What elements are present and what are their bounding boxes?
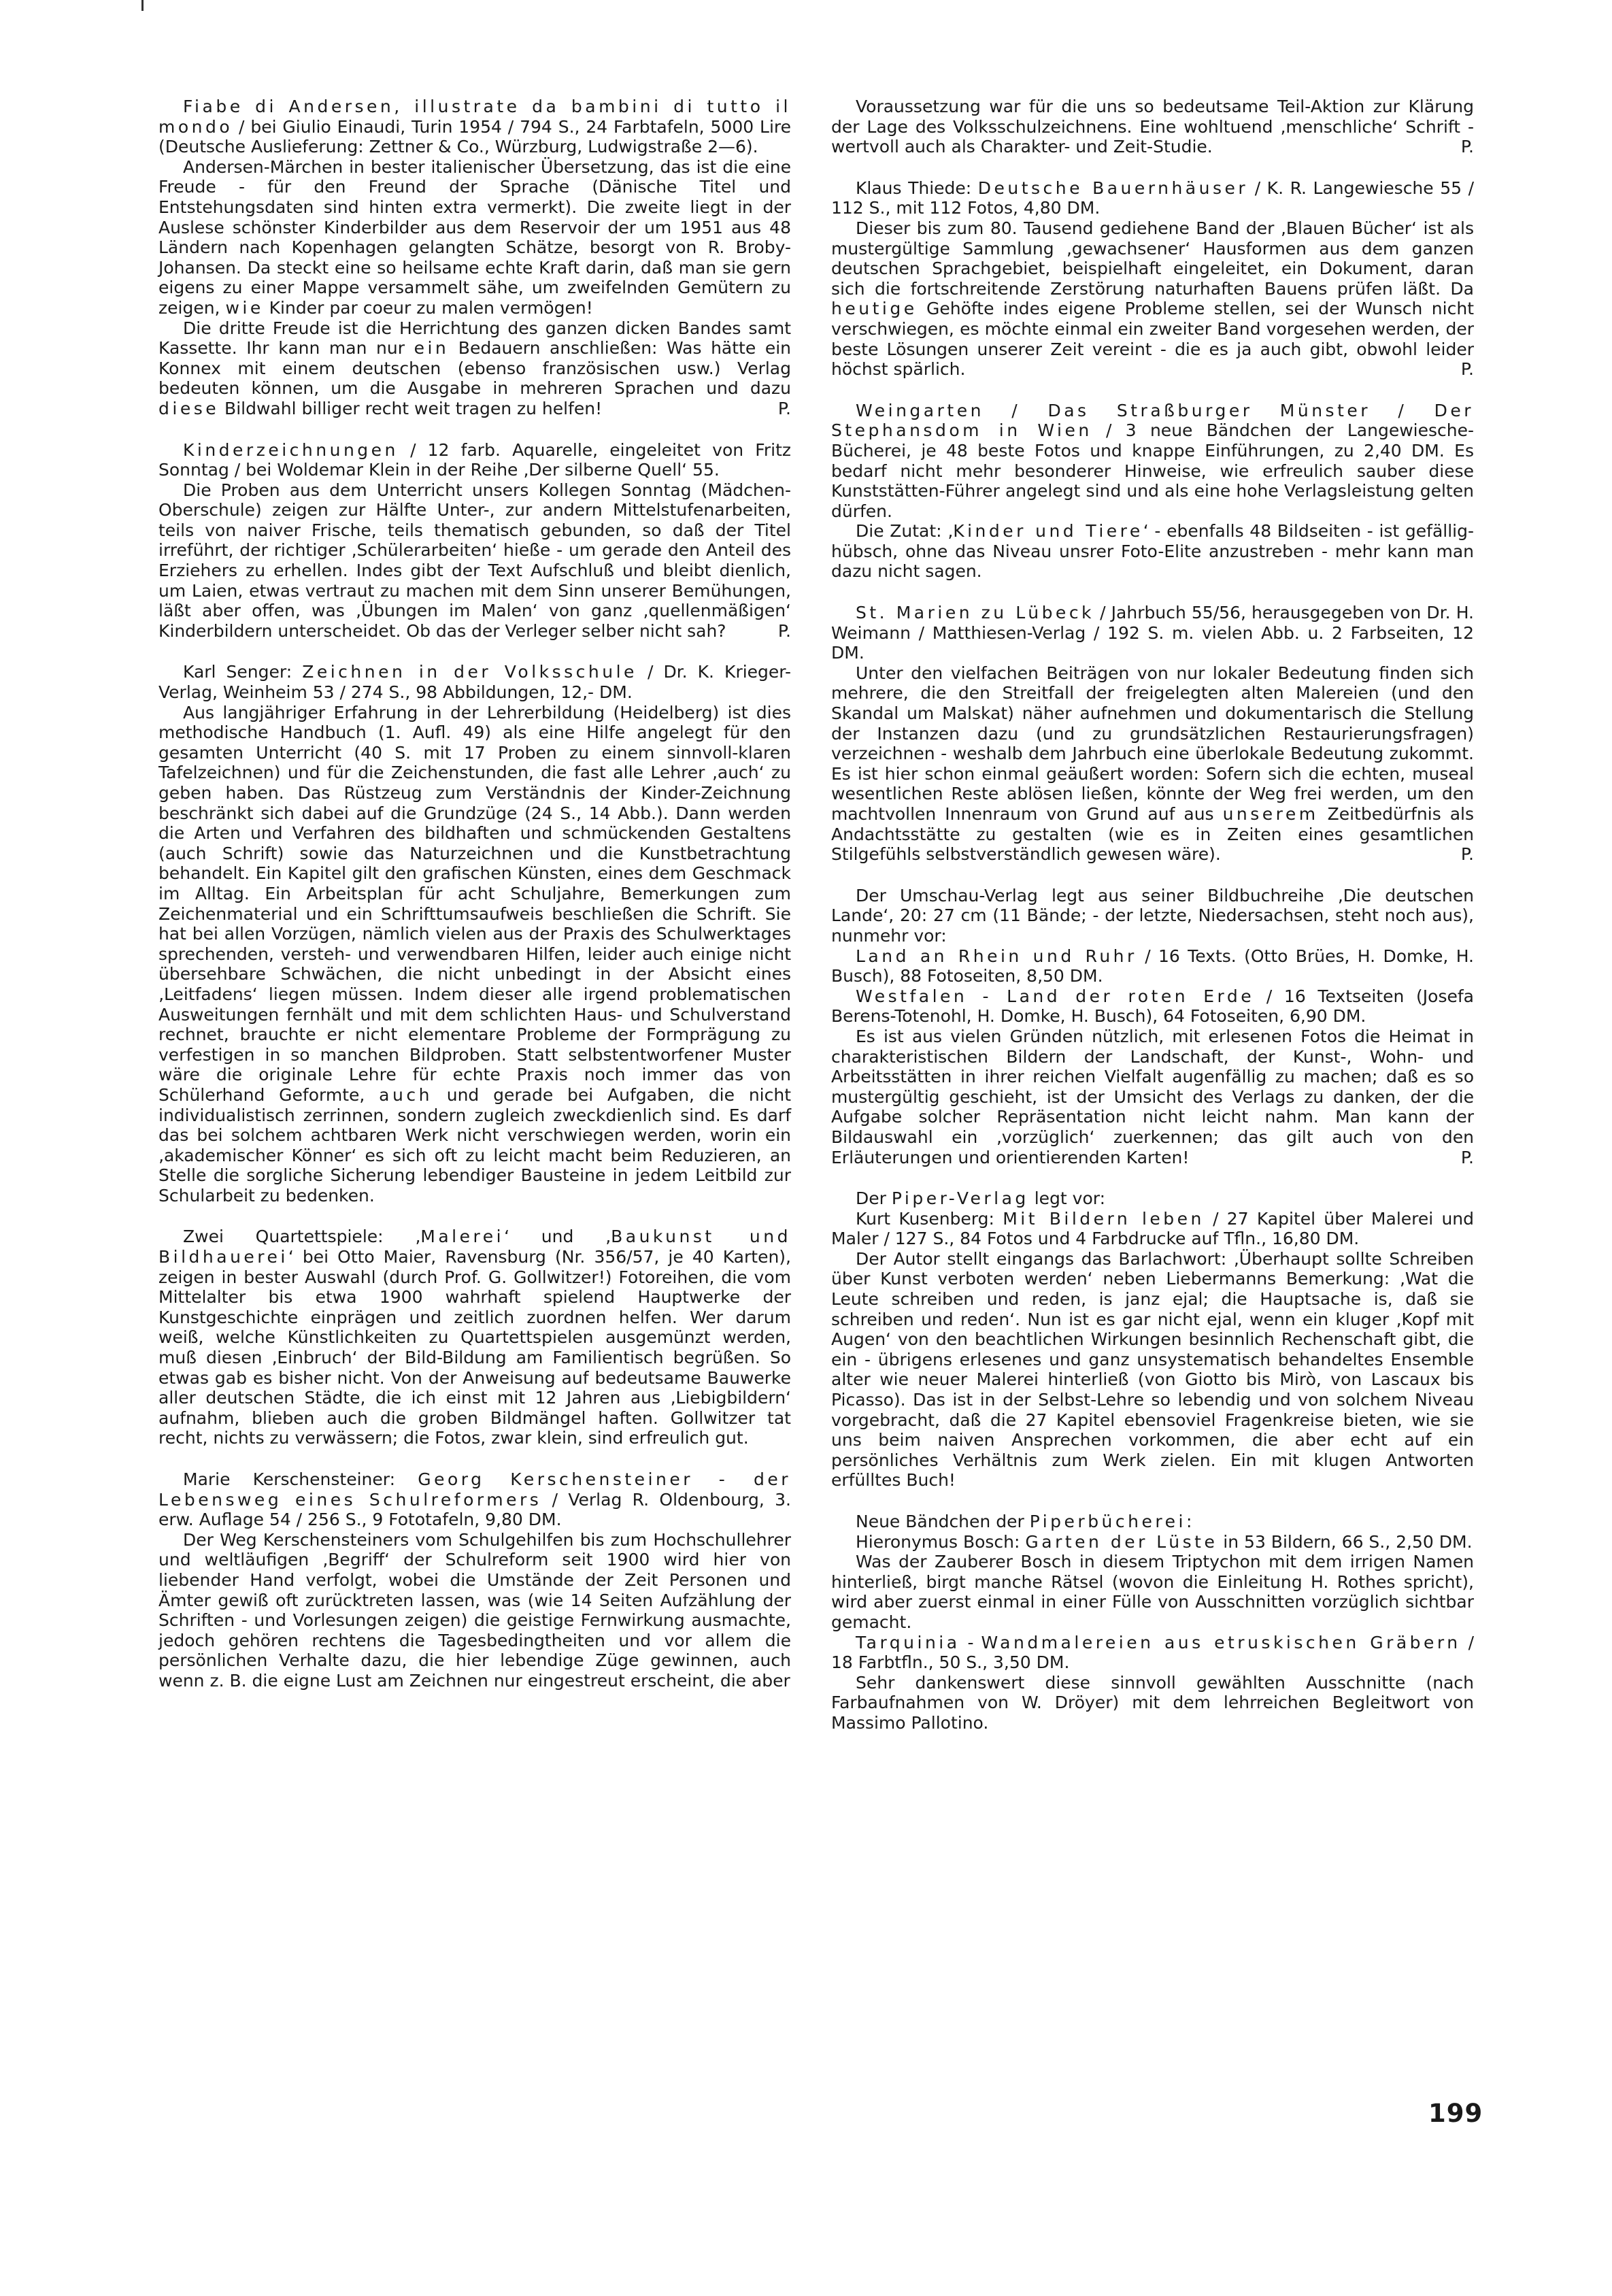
entry-paragraph bbox=[831, 1552, 1474, 1632]
spaced-title: Kinderzeichnungen bbox=[183, 439, 399, 460]
text-run: - bbox=[960, 1632, 981, 1652]
text-run: Die dritte Freude ist die Herrichtung des ganzen dicken Bandes samt Kassette. Ihr kann man nur bbox=[158, 318, 791, 359]
text-run: Der bbox=[856, 1188, 892, 1209]
entry-heading bbox=[831, 401, 1474, 522]
entry-heading bbox=[158, 1227, 791, 1448]
spaced-title: Westfalen - Land der roten Erde bbox=[856, 986, 1255, 1006]
text-run: Es ist aus vielen Gründen nützlich, mit erlesenen Fotos die Heimat in charakteristischen Bildern der Landschaft, der Kunst-, Wohn- und Arbeitsstätten in ihrer reichen Vielfalt augenfällig zu machen; daß es so mustergültig geschieht, ist der Umsicht des Verlags zu danken, der die Aufgabe solcher Repräsentation nicht leicht nahm. Man kann der Bildauswahl ein ‚vorzüglich‘ zuerkennen; das gilt auch von den Erläuterungen und orientierenden Karten! bbox=[831, 1026, 1474, 1167]
review-entry bbox=[831, 1188, 1474, 1491]
text-run: / Dr. K. Krieger-Verlag, Weinheim 53 / 274 S., 98 Abbildungen, 12,- DM. bbox=[158, 662, 791, 703]
entry-paragraph bbox=[831, 946, 1474, 986]
entry-paragraph bbox=[831, 1249, 1474, 1491]
spaced-title: Malerei bbox=[420, 1227, 505, 1247]
text-run: Karl Senger: bbox=[183, 662, 303, 682]
entry-paragraph bbox=[831, 1673, 1474, 1733]
text-run: Sehr dankenswert diese sinnvoll gewählten Ausschnitte (nach Farbaufnahmen von W. Dröyer) mit dem lehrreichen Begleitwort von Massimo Pallotino. bbox=[831, 1672, 1474, 1733]
text-run: Kurt Kusenberg: bbox=[856, 1208, 1003, 1229]
text-run: Die Proben aus dem Unterricht unsers Kollegen Sonntag (Mädchen-Oberschule) zeigen zur Hälfte Unter-, zur andern Mittelstufenarbeiten, teils von naiver Frische, teils thematisch gebunden, so daß der Titel irreführt, der richtiger ‚Schülerarbeiten‘ hieße - um gerade den Anteil des Erziehers zu erhellen. Indes gibt der Text Aufschluß und bleibt dienlich, um Laien, etwas vertraut zu machen mit dem Sinn unserer Bemühungen, läßt aber offen, was ‚Übungen im Malen‘ von ganz ‚quellenmäßigen‘ Kinderbildern unterscheidet. Ob das der Verleger selber nicht sah? bbox=[158, 480, 791, 641]
text-run: Der Weg Kerschensteiners vom Schulgehilfen bis zum Hochschullehrer und weltläufigen ‚Begriff‘ der Schulreform seit 1900 wird hier von liebender Hand verfolgt, wobei die Umstände der Zeit Personen und Ämter gewiß oft zurücktreten lassen, was (wie 14 Seiten Aufzählung der Schriften - und Vorlesungen zeigen) die geistige Fernwirkung ausmachte, jedoch gehören rechtens die Tagesbedingtheiten und vor allem die persönlichen Verhalte dazu, die hier lebendige Züge gewinnen, auch wenn z. B. die eigne Lust am Zeichnen nur eingestreut erscheint, die aber bbox=[158, 1529, 791, 1691]
entry-paragraph bbox=[831, 521, 1474, 582]
entry-paragraph bbox=[158, 157, 791, 318]
text-run: / 16 Texts. (Otto Brües, H. Domke, H. Busch), 88 Fotoseiten, 8,50 DM. bbox=[831, 946, 1474, 986]
spaced-title: wie bbox=[225, 297, 264, 318]
reviewer-signature: P. bbox=[1460, 1147, 1474, 1167]
text-run: legt vor: bbox=[1028, 1188, 1106, 1209]
text-run: / Verlag R. Oldenbourg, 3. erw. Auflage 54 / 256 S., 9 Fototafeln, 9,80 DM. bbox=[158, 1489, 791, 1530]
review-entry bbox=[831, 97, 1474, 157]
spaced-title: heutige bbox=[831, 299, 918, 319]
text-run: Der Umschau-Verlag legt aus seiner Bildbuchreihe ‚Die deutschen Lande‘, 20: 27 cm (11 Bände; - der letzte, Niedersachsen, steht noch aus), nunmehr vor: bbox=[831, 885, 1474, 946]
entry-paragraph bbox=[831, 1532, 1474, 1552]
entry-paragraph bbox=[831, 1027, 1474, 1167]
text-run: Hieronymus Bosch: bbox=[856, 1531, 1026, 1552]
spaced-title: ein bbox=[414, 338, 450, 359]
page-number: 199 bbox=[1428, 2099, 1483, 2128]
review-entry bbox=[158, 1227, 791, 1448]
text-run: in 53 Bildern, 66 S., 2,50 DM. bbox=[1218, 1531, 1473, 1552]
text-run: Gehöfte indes eigene Probleme stellen, sei der Wunsch nicht verschwiegen, es möchte einmal ein zweiter Band vorgesehen werden, der beste Lösungen unserer Zeit vereint - die es ja auch gibt, obwohl leider höchst spärlich. bbox=[831, 299, 1474, 380]
text-run: Zeitbedürfnis als Andachtsstätte zu gestalten (wie es in Zeiten eines gesamtlichen Stilgefühls selbstverständlich gewesen wäre). bbox=[831, 804, 1474, 865]
entry-paragraph bbox=[831, 218, 1474, 380]
spaced-title: Kinder und Tiere bbox=[953, 521, 1143, 542]
text-run: / Jahrbuch 55/56, herausgegeben von Dr. H. Weimann / Matthiesen-Verlag / 192 S. m. vielen Abb. u. 2 Farbseiten, 12 DM. bbox=[831, 603, 1475, 663]
entry-paragraph bbox=[831, 1209, 1474, 1249]
spaced-title: Piperbücherei bbox=[1029, 1512, 1186, 1531]
entry-paragraph bbox=[158, 1530, 791, 1691]
spaced-title: Fiabe di Andersen, illustrate da bambini di tutto il mondo bbox=[158, 97, 791, 137]
spaced-title: Wandmalereien aus etruskischen Gräbern bbox=[981, 1632, 1461, 1652]
text-run: Was der Zauberer Bosch in diesem Triptychon mit dem irrigen Namen hinterließ, birgt manche Rätsel (wovon die Einleitung H. Rothes spricht), wird aber zuerst einmal in einer Fülle von Ausschnitten vorzüglich sichtbar gemacht. bbox=[831, 1552, 1474, 1632]
entry-heading bbox=[831, 97, 1474, 157]
corner-mark bbox=[141, 0, 144, 11]
review-entry bbox=[158, 440, 791, 642]
spaced-title: Georg Kerschensteiner - der Lebensweg eines Schulreformers bbox=[158, 1469, 792, 1510]
spaced-title: auch bbox=[379, 1084, 433, 1105]
spaced-title: diese bbox=[158, 398, 220, 418]
entry-paragraph bbox=[158, 480, 791, 642]
text-run: Kinder par coeur zu malen vermögen! bbox=[263, 297, 593, 318]
entry-heading bbox=[158, 662, 791, 702]
spaced-title: Baukunst und Bildhauerei bbox=[158, 1227, 791, 1267]
text-run: / K. R. Langewiesche 55 / 112 S., mit 112 Fotos, 4,80 DM. bbox=[831, 178, 1474, 218]
text-run: Klaus Thiede: bbox=[856, 178, 978, 198]
text-run: Zwei Quartettspiele: ‚ bbox=[183, 1227, 421, 1247]
reviewer-signature: P. bbox=[1460, 844, 1474, 865]
text-run: Der Autor stellt eingangs das Barlachwort: ‚Überhaupt sollte Schreiben über Kunst verboten werden‘ neben Liebermanns Bemerkung: ‚Wat die Leute schreiben und reden, is janz ejal; die Hauptsache is, daß sie schreiben und reden‘. Nun ist es gar nicht ejal, wenn ein kluger ‚Kopf mit Augen‘ von den beachtlichen Wirkungen besinnlich Rechenschaft gibt, die ein - übrigens erlesenes und ganz unsystematisch behandeltes Ensemble alter wie neuer Malerei hinterließ (von Giotto bis Mirò, von Lascaux bis Picasso). Das ist in der Selbst-Lehre so lebendig und von solchem Niveau vorgebracht, daß die 27 Kapitel ebensoviel Fragenkreise bieten, wie sie uns beim naiven Ansprechen vorkommen, die aber echt auf ein persönliches Verhältnis zum Werk zielen. Ein mit klugen Antworten erfülltes Buch! bbox=[831, 1248, 1474, 1491]
text-run: / 12 farb. Aquarelle, eingeleitet von Fritz Sonntag / bei Woldemar Klein in der Reihe ‚Der silberne Quell‘ 55. bbox=[158, 439, 791, 480]
text-run: / bei Giulio Einaudi, Turin 1954 / 794 S., 24 Farbtafeln, 5000 Lire (Deutsche Auslieferung: Zettner & Co., Würzburg, Ludwigstraße 2—6). bbox=[158, 116, 791, 157]
review-entry bbox=[158, 1469, 791, 1691]
entry-paragraph bbox=[831, 663, 1474, 865]
text-run: ‘ bei Otto Maier, Ravensburg (Nr. 356/57, je 40 Karten), zeigen in bester Auswahl (durch Prof. G. Gollwitzer!) Fotoreihen, die vom Mittelalter bis etwa 1900 wahrhaft spielend Hauptwerke der Kunstgeschichte einprägen und zeitlich zuordnen helfen. Wer darum weiß, welche Künstlichkeiten zu Quartettspielen ausgemünzt werden, muß diesen ‚Einbruch‘ der Bild-Bildung am Familientisch begrüßen. So etwas gab es bisher nicht. Von der Anweisung auf bedeutsame Bauwerke aller deutschen Städte, die ich einst mit 12 Jahren aus ‚Liebigbildern‘ aufnahm, blieben auch die groben Bildmängel haften. Gollwitzer tat recht, nichts zu verwässern; die Fotos, zwar klein, sind erfreulich gut. bbox=[158, 1247, 791, 1448]
review-entry bbox=[831, 1512, 1474, 1733]
reviewer-signature: P. bbox=[1460, 359, 1474, 380]
reviewer-signature: P. bbox=[777, 620, 791, 641]
right-column bbox=[831, 97, 1474, 1754]
text-run: Andersen-Märchen in bester italienischer Übersetzung, das ist die eine Freude - für den Freund der Sprache (Dänische Titel und Entstehungsdaten sind hinten extra vermerkt). Die zweite liegt in der Auslese schönster Kinderbilder aus dem Reservoir der um 1951 aus 48 Ländern nach Kopenhagen gelangten Schätze, besorgt von R. Broby-Johansen. Da steckt eine so heilsame echte Kraft darin, daß man sie gern eigens zu einer Mappe versammelt sähe, um zweifelnden Gemütern zu zeigen, bbox=[158, 156, 791, 318]
text-run: Die Zutat: ‚ bbox=[856, 521, 954, 542]
text-run: Voraussetzung war für die uns so bedeutsame Teil-Aktion zur Klärung der Lage des Volksschulzeichnens. Eine wohltuend ‚menschliche‘ Schrift - wertvoll auch als Charakter- und Zeit-Studie. bbox=[831, 97, 1474, 157]
text-run: Aus langjähriger Erfahrung in der Lehrerbildung (Heidelberg) ist dies methodische Handbuch (1. Aufl. 49) als eine Hilfe angelegt für den gesamten Unterricht (40 S. mit 17 Proben zu einem sinnvoll-klaren Tafelzeichnen) und für die Zeichenstunden, die fast alle Lehrer ‚auch‘ zu geben haben. Das Rüstzeug zum Verständnis der Kinder-Zeichnung beschränkt sich dabei auf die Grundzüge (24 S., 14 Abb.). Dann werden die Arten und Verfahren des bildhaften und schmückenden Gestaltens (auch Schrift) sowie das Naturzeichnen und die Kunstbetrachtung behandelt. Ein Kapitel gilt den grafischen Künsten, eines dem Geschmack im Alltag. Ein Arbeitsplan für acht Schuljahre, Bemerkungen zum Zeichenmaterial und ein Schrifttumsaufweis beschließen die Schrift. Sie hat bei allen Vorzügen, nämlich vielen aus der Praxis des Schulwerktages sprechenden, versteh- und verwendbaren Hilfen, leider auch einige nicht übersehbare Schwächen, die nicht unbedingt in der Absicht eines ‚Leitfadens‘ liegen müssen. Indem dieser alle irgend problematischen Ausweitungen fernhält und mit dem schlichten Haus- und Schulverstand rechnet, brauchte er nicht elementare Probleme der Formprägung zu verfestigen in so manchen Bildproben. Statt selbstentworfener Muster wäre die originale Lehre für echte Praxis noch immer das von Schülerhand Geformte, bbox=[158, 702, 791, 1105]
review-entry bbox=[831, 401, 1474, 582]
text-run: / 16 Textseiten (Josefa Berens-Totenohl, H. Domke, H. Busch), 64 Fotoseiten, 6,90 DM. bbox=[831, 986, 1475, 1027]
text-run: und gerade bei Aufgaben, die nicht individualistisch zerrinnen, sondern zugleich zweckdienlich sind. Es darf das bei solchem achtbaren Werk nicht verschwiegen werden, worin ein ‚akademischer Könner‘ es sich oft zu leicht macht beim Reduzieren, an Stelle die sorgliche Sicherung lebendiger Bausteine in jedem Leitbild zur Schularbeit zu bedenken. bbox=[158, 1084, 792, 1205]
spaced-title: St. Marien zu Lübeck bbox=[856, 603, 1095, 623]
review-entry bbox=[831, 603, 1474, 865]
review-entry bbox=[158, 97, 791, 419]
entry-paragraph bbox=[831, 986, 1474, 1027]
text-run: : bbox=[1186, 1512, 1192, 1531]
entry-paragraph bbox=[158, 318, 791, 419]
spaced-title: Deutsche Bauernhäuser bbox=[977, 178, 1249, 198]
review-entry bbox=[831, 178, 1474, 380]
text-run: Marie Kerschensteiner: bbox=[183, 1469, 418, 1489]
review-entry bbox=[831, 886, 1474, 1167]
text-run: ‘ und ‚ bbox=[504, 1227, 611, 1247]
text-run: Bildwahl billiger recht weit tragen zu helfen! bbox=[219, 398, 603, 418]
text-run: Dieser bis zum 80. Tausend gediehene Band der ‚Blauen Bücher‘ ist als mustergültige Sammlung ‚gewachsener‘ Hausformen aus dem ganzen deutschen Sprachgebiet, beispielhaft eingeleitet, ein Dokument, daran sich die fortschreitende Zerstörung naturhaften Bauens prüfen läßt. Da bbox=[831, 218, 1474, 299]
reviewer-signature: P. bbox=[777, 398, 791, 418]
text-run: Bedauern anschließen: Was hätte ein Konnex mit einem deutschen (ebenso französischen usw.) Verlag bedeuten können, um die Ausgabe in mehreren Sprachen und dazu bbox=[158, 338, 791, 399]
text-run: Unter den vielfachen Beiträgen von nur lokaler Bedeutung finden sich mehrere, die den Streitfall der freigelegten alten Malereien (und den Skandal um Malskat) näher aufnehmen und dokumentarisch die Stellung der Instanzen dazu (und zu grundsätzlichen Restaurierungsfragen) verzeichnen - weshalb dem Jahrbuch eine überlokale Bedeutung zukommt. Es ist hier schon einmal geäußert worden: Sofern sich die echten, museal wesentlichen Reste ablösen ließen, könnte der Weg frei werden, um den machtvollen Innenraum von Grund auf aus bbox=[831, 663, 1474, 824]
spaced-title: unserem bbox=[1222, 804, 1319, 824]
spaced-title: Zeichnen in der Volksschule bbox=[302, 662, 637, 682]
left-column bbox=[158, 97, 791, 1712]
entry-heading bbox=[831, 886, 1474, 946]
spaced-title: Piper-Verlag bbox=[891, 1188, 1029, 1209]
text-run: Neue Bändchen der bbox=[856, 1512, 1030, 1531]
spaced-title: Mit Bildern leben bbox=[1003, 1208, 1205, 1229]
text-run: / 18 Farbtfln., 50 S., 3,50 DM. bbox=[831, 1632, 1475, 1673]
text-run: / 3 neue Bändchen der Langewiesche-Bücherei, je 48 beste Fotos und knappe Einführungen, zu 2,40 DM. Es bedarf nicht mehr besonderer Hinweise, wie erfreulich sauber diese Kunststätten-Führer angelegt sind und als eine hohe Verlagsleistung gelten dürfen. bbox=[831, 420, 1474, 521]
entry-heading bbox=[158, 1469, 791, 1530]
spaced-title: Tarquinia bbox=[856, 1632, 960, 1652]
spaced-title: Garten der Lüste bbox=[1025, 1531, 1218, 1552]
entry-paragraph bbox=[158, 703, 791, 1206]
entry-heading bbox=[158, 97, 791, 157]
entry-heading bbox=[831, 603, 1474, 663]
entry-heading bbox=[831, 178, 1474, 218]
reviewer-signature: P. bbox=[1460, 137, 1474, 157]
entry-heading bbox=[158, 440, 791, 480]
review-entry bbox=[158, 662, 791, 1205]
entry-heading bbox=[831, 1512, 1474, 1532]
entry-paragraph bbox=[831, 1633, 1474, 1673]
text-run: / 27 Kapitel über Malerei und Maler / 127 S., 84 Fotos und 4 Farbdrucke auf Tfln., 16,80 DM. bbox=[831, 1208, 1474, 1249]
spaced-title: Weingarten / Das Straßburger Münster / Der Stephansdom in Wien bbox=[831, 400, 1474, 441]
text-run: ‘ - ebenfalls 48 Bildseiten - ist gefällig-hübsch, ohne das Niveau unsrer Foto-Elite anzustreben - mehr kann man dazu nicht sagen. bbox=[831, 521, 1474, 582]
spaced-title: Land an Rhein und Ruhr bbox=[856, 946, 1137, 966]
entry-heading bbox=[831, 1188, 1474, 1209]
